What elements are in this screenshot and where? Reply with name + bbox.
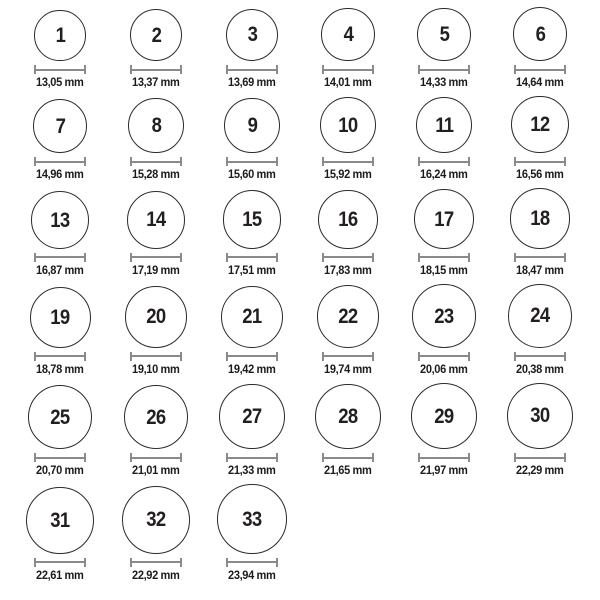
- ring-circle: [26, 487, 93, 554]
- diameter-label: 22,92 mm: [132, 567, 180, 582]
- ring-circle: [412, 284, 475, 347]
- ring-size-number: 28: [338, 405, 358, 429]
- ring-circle: [508, 284, 572, 348]
- diameter-measure-line: [34, 558, 86, 567]
- ring-size-cell: [510, 188, 571, 277]
- diameter-label: 19,42 mm: [228, 361, 276, 376]
- ring-size-number: 24: [530, 304, 550, 328]
- ring-size-cell: [219, 384, 284, 477]
- ring-circle: [510, 188, 571, 249]
- diameter-label: 19,74 mm: [324, 361, 372, 376]
- ring-size-cell: [508, 284, 572, 376]
- diameter-label: 18,15 mm: [420, 262, 468, 277]
- diameter-measure-line: [322, 453, 374, 462]
- diameter-label: 17,83 mm: [324, 262, 372, 277]
- ring-circle: [124, 385, 189, 450]
- diameter-label: 21,97 mm: [420, 463, 468, 478]
- ring-circle: [507, 383, 574, 450]
- ring-size-number: 4: [343, 23, 353, 47]
- ring-size-cell: [127, 191, 185, 277]
- diameter-label: 14,01 mm: [324, 75, 372, 90]
- ring-size-number: 22: [338, 304, 358, 328]
- ring-size-number: 20: [146, 305, 166, 329]
- diameter-measure-line: [418, 157, 470, 166]
- diameter-measure-line: [418, 253, 470, 262]
- ring-size-number: 17: [434, 207, 454, 231]
- ring-size-cell: [321, 8, 374, 89]
- ring-circle: [31, 191, 89, 249]
- ring-size-cell: [130, 9, 182, 89]
- ring-size-cell: [125, 286, 187, 376]
- ring-size-cell: [128, 98, 183, 181]
- diameter-measure-line: [226, 65, 278, 74]
- diameter-label: 22,61 mm: [36, 567, 84, 582]
- ring-size-cell: [320, 97, 376, 181]
- ring-size-cell: [417, 8, 471, 90]
- ring-circle: [315, 384, 381, 450]
- ring-circle: [416, 97, 473, 154]
- ring-size-cell: [30, 287, 91, 376]
- ring-size-cell: [33, 99, 88, 182]
- ring-size-cell: [315, 384, 381, 478]
- diameter-label: 16,24 mm: [420, 167, 468, 182]
- ring-size-cell: [223, 190, 282, 277]
- ring-size-cell: [317, 285, 380, 376]
- ring-size-number: 32: [146, 508, 166, 532]
- diameter-label: 16,87 mm: [36, 262, 84, 277]
- ring-size-number: 31: [50, 508, 70, 532]
- ring-size-number: 18: [530, 207, 550, 231]
- diameter-label: 21,65 mm: [324, 463, 372, 478]
- ring-size-number: 16: [338, 207, 358, 231]
- ring-size-number: 8: [151, 114, 161, 138]
- ring-circle: [411, 383, 477, 449]
- diameter-measure-line: [130, 157, 182, 166]
- ring-size-number: 27: [242, 405, 262, 429]
- diameter-label: 15,92 mm: [324, 167, 372, 182]
- diameter-measure-line: [514, 65, 566, 74]
- diameter-label: 22,29 mm: [516, 463, 564, 478]
- ring-circle: [34, 10, 86, 62]
- ring-size-number: 3: [247, 23, 257, 47]
- ring-size-cell: [318, 190, 377, 277]
- diameter-measure-line: [514, 352, 566, 361]
- diameter-measure-line: [226, 453, 278, 462]
- ring-size-cell: [513, 7, 567, 89]
- ring-size-cell: [221, 286, 283, 376]
- diameter-label: 21,33 mm: [228, 463, 276, 478]
- ring-circle: [127, 191, 185, 249]
- ring-size-number: 26: [146, 405, 166, 429]
- ring-circle: [317, 285, 380, 348]
- diameter-label: 18,78 mm: [36, 361, 84, 376]
- diameter-measure-line: [322, 157, 374, 166]
- ring-size-number: 30: [530, 404, 550, 428]
- ring-size-number: 25: [50, 405, 70, 429]
- diameter-label: 20,70 mm: [36, 463, 84, 478]
- diameter-label: 14,64 mm: [516, 75, 564, 90]
- ring-size-number: 21: [242, 305, 262, 329]
- diameter-measure-line: [34, 65, 86, 74]
- diameter-measure-line: [130, 558, 182, 567]
- diameter-label: 14,33 mm: [420, 75, 468, 90]
- diameter-measure-line: [34, 453, 86, 462]
- ring-size-cell: [416, 97, 473, 182]
- ring-circle: [221, 286, 283, 348]
- ring-size-cell: [122, 486, 190, 582]
- diameter-measure-line: [34, 253, 86, 262]
- diameter-measure-line: [226, 253, 278, 262]
- ring-size-number: 6: [535, 22, 545, 46]
- diameter-label: 20,38 mm: [516, 361, 564, 376]
- ring-size-cell: [28, 385, 92, 477]
- ring-size-number: 7: [55, 114, 65, 138]
- ring-size-cell: [414, 189, 474, 277]
- ring-circle: [219, 384, 284, 449]
- diameter-label: 17,19 mm: [132, 262, 180, 277]
- ring-circle: [30, 287, 91, 348]
- diameter-label: 19,10 mm: [132, 361, 180, 376]
- diameter-label: 15,28 mm: [132, 167, 180, 182]
- ring-circle: [28, 385, 92, 449]
- ring-size-number: 11: [434, 113, 454, 137]
- ring-size-number: 19: [50, 305, 70, 329]
- ring-size-number: 5: [439, 22, 449, 46]
- ring-size-cell: [511, 96, 568, 181]
- diameter-label: 20,06 mm: [420, 361, 468, 376]
- ring-size-cell: [412, 284, 475, 375]
- diameter-measure-line: [226, 558, 278, 567]
- ring-circle: [33, 99, 88, 154]
- diameter-measure-line: [130, 352, 182, 361]
- ring-circle: [130, 9, 182, 61]
- ring-circle: [320, 97, 376, 153]
- ring-size-cell: [124, 385, 189, 478]
- ring-size-number: 9: [247, 114, 257, 138]
- diameter-measure-line: [514, 453, 566, 462]
- ring-size-cell: [224, 98, 280, 182]
- diameter-label: 13,69 mm: [228, 75, 276, 90]
- ring-circle: [224, 98, 280, 154]
- ring-size-cell: [507, 383, 574, 478]
- diameter-measure-line: [322, 352, 374, 361]
- ring-circle: [513, 7, 567, 61]
- diameter-measure-line: [34, 352, 86, 361]
- diameter-measure-line: [34, 157, 86, 166]
- diameter-measure-line: [322, 253, 374, 262]
- diameter-measure-line: [226, 352, 278, 361]
- ring-size-cell: [31, 191, 89, 277]
- diameter-label: 15,60 mm: [228, 167, 276, 182]
- ring-size-number: 13: [50, 208, 70, 232]
- ring-circle: [417, 8, 471, 62]
- diameter-label: 21,01 mm: [132, 463, 180, 478]
- ring-circle: [223, 190, 282, 249]
- ring-circle: [122, 486, 190, 554]
- ring-size-cell: [26, 487, 93, 582]
- diameter-measure-line: [130, 453, 182, 462]
- diameter-label: 13,05 mm: [36, 75, 84, 90]
- diameter-measure-line: [514, 157, 566, 166]
- ring-circle: [125, 286, 187, 348]
- diameter-measure-line: [418, 65, 470, 74]
- diameter-measure-line: [130, 253, 182, 262]
- ring-size-cell: [226, 9, 279, 90]
- ring-circle: [414, 189, 474, 249]
- ring-size-number: 10: [338, 113, 358, 137]
- diameter-measure-line: [226, 157, 278, 166]
- ring-size-cell: [217, 484, 287, 582]
- diameter-label: 13,37 mm: [132, 75, 180, 90]
- diameter-measure-line: [322, 65, 374, 74]
- ring-size-number: 12: [530, 113, 550, 137]
- diameter-label: 18,47 mm: [516, 262, 564, 277]
- ring-circle: [321, 8, 374, 61]
- diameter-measure-line: [130, 65, 182, 74]
- ring-size-cell: [411, 383, 477, 477]
- ring-circle: [226, 9, 279, 62]
- ring-size-number: 1: [55, 23, 65, 47]
- ring-circle: [511, 96, 568, 153]
- ring-size-cell: [34, 10, 86, 90]
- ring-size-number: 15: [242, 208, 262, 232]
- diameter-measure-line: [418, 352, 470, 361]
- diameter-measure-line: [418, 453, 470, 462]
- diameter-label: 17,51 mm: [228, 262, 276, 277]
- ring-circle: [217, 484, 287, 554]
- ring-circle: [318, 190, 377, 249]
- diameter-measure-line: [514, 253, 566, 262]
- diameter-label: 23,94 mm: [228, 567, 276, 582]
- ring-size-number: 33: [242, 507, 262, 531]
- ring-size-number: 23: [434, 304, 454, 328]
- ring-circle: [128, 98, 183, 153]
- diameter-label: 16,56 mm: [516, 167, 564, 182]
- diameter-label: 14,96 mm: [36, 167, 84, 182]
- ring-size-number: 14: [146, 208, 166, 232]
- ring-size-number: 29: [434, 404, 454, 428]
- ring-size-number: 2: [151, 23, 161, 47]
